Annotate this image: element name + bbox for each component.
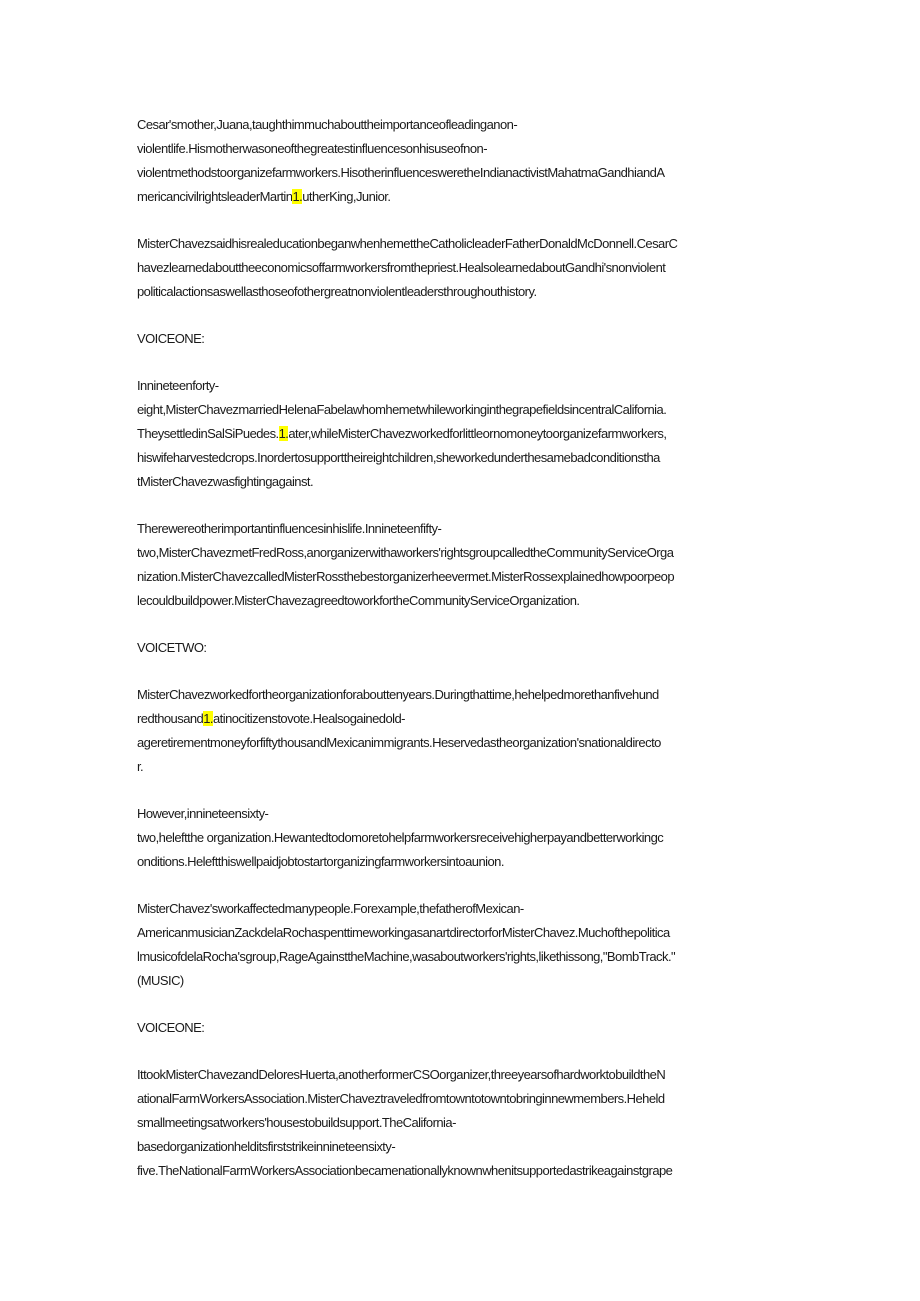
document-body [137,113,785,1206]
text-segment: MisterChavezworkedfortheorganizationforabouttenyears.Duringthattime,hehelpedmorethanfivehund [137,687,659,702]
text-line [137,945,785,969]
text-line [137,826,785,850]
text-segment: lecouldbuildpower.MisterChavezagreedtoworkfortheCommunityServiceOrganization. [137,593,580,608]
text-line [137,113,785,137]
highlighted-text: 1. [278,426,289,441]
text-line [137,517,785,541]
paragraph [137,1063,785,1183]
text-segment: lmusicofdelaRocha'sgroup,RageAgainsttheMachine,wasaboutworkers'rights,likethissong,"BombTrack." [137,949,676,964]
text-line [137,636,785,660]
text-line [137,802,785,826]
text-line [137,1016,785,1040]
text-segment: (MUSIC) [137,973,184,988]
paragraph [137,232,785,304]
text-segment: r. [137,759,144,774]
text-segment: VOICETWO: [137,640,207,655]
text-segment: However,innineteensixty- [137,806,269,821]
paragraph [137,802,785,874]
text-line [137,589,785,613]
text-segment: TheysettledinSalSiPuedes. [137,426,279,441]
text-segment: tMisterChavezwasfightingagainst. [137,474,314,489]
text-line [137,707,785,731]
text-line [137,446,785,470]
text-segment: smallmeetingsatworkers'housestobuildsupport.TheCalifornia- [137,1115,456,1130]
paragraph [137,1016,785,1040]
text-line [137,731,785,755]
text-segment: Innineteenforty- [137,378,219,393]
text-line [137,161,785,185]
text-segment: VOICEONE: [137,331,205,346]
paragraph [137,683,785,779]
text-line [137,374,785,398]
text-segment: violentmethodstoorganizefarmworkers.HisotherinfluencesweretheIndianactivistMahatmaGandhiandA [137,165,665,180]
text-segment: mericancivilrightsleaderMartin [137,189,293,204]
text-segment: MisterChavezsaidhisrealeducationbeganwhenhemettheCatholicleaderFatherDonaldMcDonnell.CesarC [137,236,678,251]
text-line [137,137,785,161]
text-segment: violentlife.Hismotherwasoneofthegreatestinfluencesonhisuseofnon- [137,141,487,156]
text-segment: ationalFarmWorkersAssociation.MisterChaveztraveledfromtowntotowntobringinnewmembers.Heheld [137,1091,665,1106]
text-segment: redthousand [137,711,204,726]
text-line [137,1135,785,1159]
text-line [137,398,785,422]
text-segment: ageretirementmoneyforfiftythousandMexicanimmigrants.Heservedastheorganization'snationaldirecto [137,735,661,750]
paragraph [137,327,785,351]
text-line [137,921,785,945]
text-line [137,850,785,874]
text-line [137,897,785,921]
text-segment: Therewereotherimportantinfluencesinhislife.Innineteenfifty- [137,521,442,536]
text-line [137,256,785,280]
text-segment: atinocitizenstovote.Healsogainedold- [212,711,405,726]
text-segment: Cesar'smother,Juana,taughthimmuchabouttheimportanceofleadinganon- [137,117,518,132]
text-line [137,1087,785,1111]
text-segment: two,heleftthe organization.Hewantedtodomoretohelpfarmworkersreceivehigherpayandbetterworkingc [137,830,664,845]
text-line [137,969,785,993]
paragraph [137,517,785,613]
text-line [137,280,785,304]
text-segment: nization.MisterChavezcalledMisterRossthebestorganizerheevermet.MisterRossexplainedhowpoorpeop [137,569,675,584]
text-segment: hiswifeharvestedcrops.Inordertosupporttheireightchildren,sheworkedunderthesamebadconditionstha [137,450,660,465]
text-segment: MisterChavez'sworkaffectedmanypeople.Forexample,thefatherofMexican- [137,901,524,916]
highlighted-text: 1. [203,711,213,726]
text-segment: eight,MisterChavezmarriedHelenaFabelawhomhemetwhileworkinginthegrapefieldsincentralCalifornia. [137,402,667,417]
text-line [137,755,785,779]
paragraph [137,897,785,993]
text-segment: two,MisterChavezmetFredRoss,anorganizerwithaworkers'rightsgroupcalledtheCommunityServiceOrga [137,545,674,560]
text-line [137,185,785,209]
text-line [137,1063,785,1087]
text-segment: utherKing,Junior. [302,189,391,204]
text-segment: politicalactionsaswellasthoseofothergreatnonviolentleadersthroughouthistory. [137,284,537,299]
text-segment: havezlearnedabouttheeconomicsoffarmworkersfromthepriest.HealsolearnedaboutGandhi'snonviolent [137,260,666,275]
text-line [137,541,785,565]
text-segment: five.TheNationalFarmWorkersAssociationbecamenationallyknownwhenitsupportedastrikeagainstgrape [137,1163,673,1178]
highlighted-text: 1. [292,189,303,204]
text-line [137,683,785,707]
text-line [137,327,785,351]
paragraph [137,374,785,494]
text-line [137,1159,785,1183]
text-segment: onditions.Heleftthiswellpaidjobtostartorganizingfarmworkersintoaunion. [137,854,504,869]
text-line [137,422,785,446]
text-segment: basedorganizationhelditsfirststrikeinnineteensixty- [137,1139,396,1154]
paragraph [137,113,785,209]
text-segment: AmericanmusicianZackdelaRochaspenttimeworkingasanartdirectorforMisterChavez.Muchofthepolitica [137,925,670,940]
text-segment: IttookMisterChavezandDeloresHuerta,anotherformerCSOorganizer,threeyearsofhardworktobuildtheN [137,1067,666,1082]
text-segment: ater,whileMisterChavezworkedforlittleornomoneytoorganizefarmworkers, [288,426,667,441]
text-line [137,232,785,256]
paragraph [137,636,785,660]
text-segment: VOICEONE: [137,1020,205,1035]
text-line [137,470,785,494]
text-line [137,1111,785,1135]
text-line [137,565,785,589]
